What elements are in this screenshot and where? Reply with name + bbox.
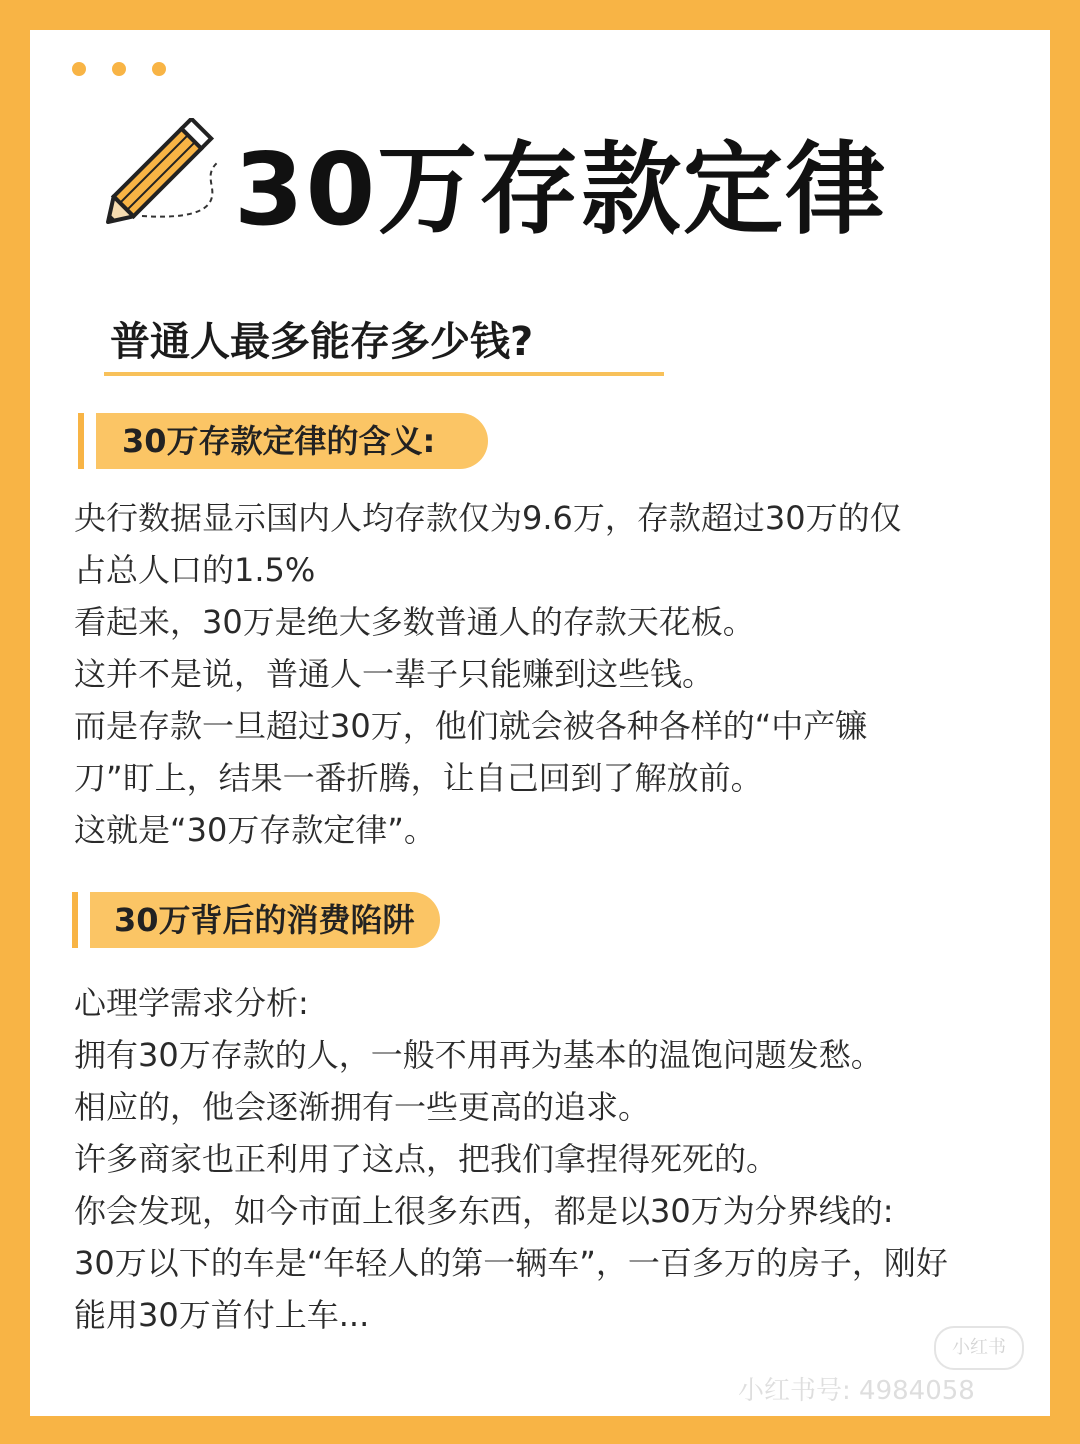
body-line: 这并不是说，普通人一辈子只能赚到这些钱。 [74,655,715,693]
body-line: 央行数据显示国内人均存款仅为9.6万，存款超过30万的仅 [74,499,902,537]
body-line: 看起来，30万是绝大多数普通人的存款天花板。 [74,603,755,641]
body-line: 你会发现，如今市面上很多东西，都是以30万为分界线的: [74,1192,894,1230]
section-1-body [74,492,1064,856]
body-line: 心理学需求分析: [74,984,309,1022]
body-line: 相应的，他会逐渐拥有一些更高的追求。 [74,1088,651,1126]
section-1-heading: 30万存款定律的含义: [122,422,436,460]
body-line: 占总人口的1.5% [74,551,316,589]
body-line: 这就是“30万存款定律”。 [74,811,436,849]
pencil-icon [102,118,234,228]
section-1-marker [78,413,84,469]
body-line: 刀”盯上，结果一番折腾，让自己回到了解放前。 [74,759,763,797]
body-line: 30万以下的车是“年轻人的第一辆车”，一百多万的房子，刚好 [74,1244,948,1282]
section-2-marker [72,892,78,948]
body-line: 许多商家也正利用了这点，把我们拿捏得死死的。 [74,1140,779,1178]
subtitle-underline [104,372,664,376]
section-2-heading: 30万背后的消费陷阱 [114,901,415,939]
section-2-body [74,977,1064,1341]
dot-2-icon [112,62,126,76]
body-line: 拥有30万存款的人，一般不用再为基本的温饱问题发愁。 [74,1036,883,1074]
dot-3-icon [152,62,166,76]
dot-1-icon [72,62,86,76]
page-title: 30万存款定律 [234,131,888,248]
body-line: 而是存款一旦超过30万，他们就会被各种各样的“中产镰 [74,707,868,745]
body-line: 能用30万首付上车... [74,1296,370,1334]
watermark-text: 小红书号: 4984058 [738,1376,975,1406]
watermark-badge: 小红书 [934,1326,1024,1370]
subtitle: 普通人最多能存多少钱? [110,319,534,365]
